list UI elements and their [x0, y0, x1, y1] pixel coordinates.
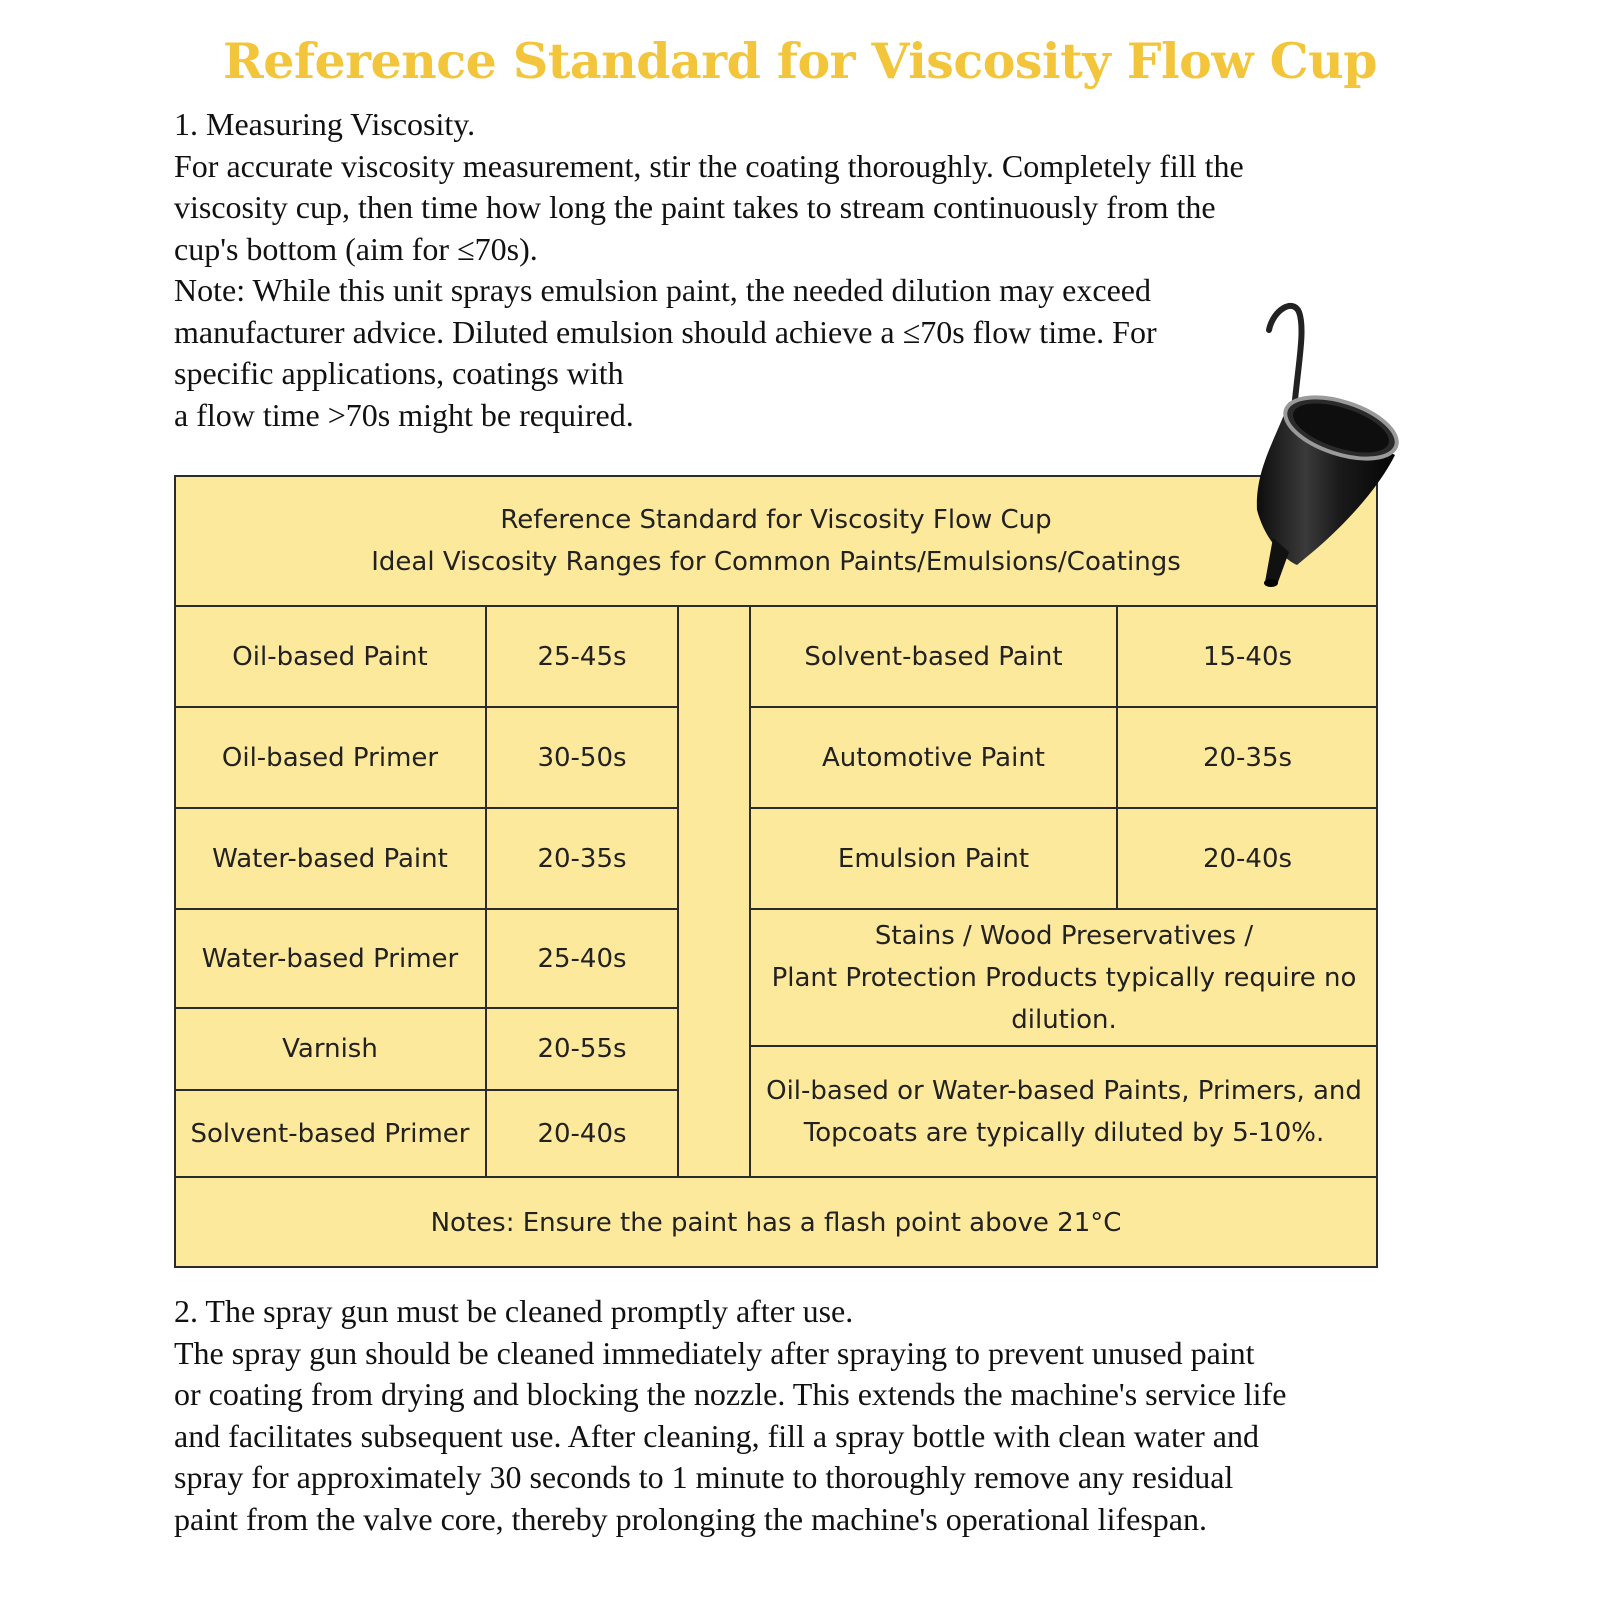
viscosity-value-cell: 20-40s — [486, 1090, 678, 1177]
section-heading: 2. The spray gun must be cleaned promptly after use. — [174, 1293, 854, 1329]
viscosity-value-cell: 25-40s — [486, 909, 678, 1008]
dilution-note-line: Oil-based or Water-based Paints, Primers, and — [766, 1075, 1362, 1106]
dilution-note-cell — [750, 1046, 1378, 1177]
page-title: Reference Standard for Viscosity Flow Cup — [223, 32, 1377, 90]
note-line: Note: While this unit sprays emulsion paint, the needed dilution may exceed — [174, 272, 1151, 308]
stains-note-line: Stains / Wood Preservatives / — [874, 920, 1254, 951]
paragraph-line: viscosity cup, then time how long the paint takes to stream continuously from the — [174, 189, 1216, 225]
viscosity-value-cell: 15-40s — [1117, 606, 1378, 707]
paint-name-cell: Solvent-based Primer — [174, 1090, 486, 1177]
viscosity-value-cell: 20-55s — [486, 1008, 678, 1090]
paragraph-line: and facilitates subsequent use. After cleaning, fill a spray bottle with clean water and — [174, 1417, 1259, 1454]
paragraph-line: cup's bottom (aim for ≤70s). — [174, 230, 538, 267]
stains-note-line: Plant Protection Products typically require no — [771, 962, 1357, 993]
viscosity-value-cell: 25-45s — [486, 606, 678, 707]
paragraph-line: spray for approximately 30 seconds to 1 minute to thoroughly remove any residual — [174, 1459, 1234, 1495]
paint-name-cell: Oil-based Primer — [174, 707, 486, 808]
table-header-title: Reference Standard for Viscosity Flow Cup — [500, 504, 1052, 535]
paint-name-cell: Emulsion Paint — [750, 808, 1117, 909]
paint-name-cell: Water-based Paint — [174, 808, 486, 909]
paint-name-cell: Water-based Primer — [174, 909, 486, 1008]
table-header — [174, 475, 1378, 606]
table-footer-note: Notes: Ensure the paint has a flash point above 21°C — [174, 1177, 1378, 1268]
paint-name-cell: Automotive Paint — [750, 707, 1117, 808]
note-line: a flow time >70s might be required. — [174, 396, 634, 433]
paint-name-cell: Varnish — [174, 1008, 486, 1090]
viscosity-cup-icon — [1255, 300, 1440, 605]
viscosity-table — [174, 475, 1378, 1268]
note-line: specific applications, coatings with — [174, 355, 624, 391]
stains-note-line: dilution. — [1011, 1004, 1117, 1035]
note-line: manufacturer advice. Diluted emulsion should achieve a ≤70s flow time. For — [174, 313, 1157, 350]
section-cleaning — [174, 1291, 1434, 1540]
viscosity-value-cell: 20-35s — [486, 808, 678, 909]
table-header-subtitle: Ideal Viscosity Ranges for Common Paints/Emulsions/Coatings — [371, 546, 1181, 577]
viscosity-value-cell: 20-35s — [1117, 707, 1378, 808]
paint-name-cell: Solvent-based Paint — [750, 606, 1117, 707]
paint-name-cell: Oil-based Paint — [174, 606, 486, 707]
spacer-column — [678, 606, 750, 1177]
stains-note-cell — [750, 909, 1378, 1046]
section-measuring-viscosity — [174, 104, 1434, 436]
viscosity-value-cell: 20-40s — [1117, 808, 1378, 909]
viscosity-value-cell: 30-50s — [486, 707, 678, 808]
paragraph-line: paint from the valve core, thereby prolonging the machine's operational lifespan. — [174, 1500, 1207, 1537]
paragraph-line: For accurate viscosity measurement, stir the coating thoroughly. Completely fill the — [174, 147, 1244, 184]
paragraph-line: or coating from drying and blocking the nozzle. This extends the machine's service life — [174, 1376, 1287, 1412]
dilution-note-line: Topcoats are typically diluted by 5-10%. — [803, 1117, 1325, 1148]
section-heading: 1. Measuring Viscosity. — [174, 106, 476, 142]
paragraph-line: The spray gun should be cleaned immediately after spraying to prevent unused paint — [174, 1334, 1255, 1371]
